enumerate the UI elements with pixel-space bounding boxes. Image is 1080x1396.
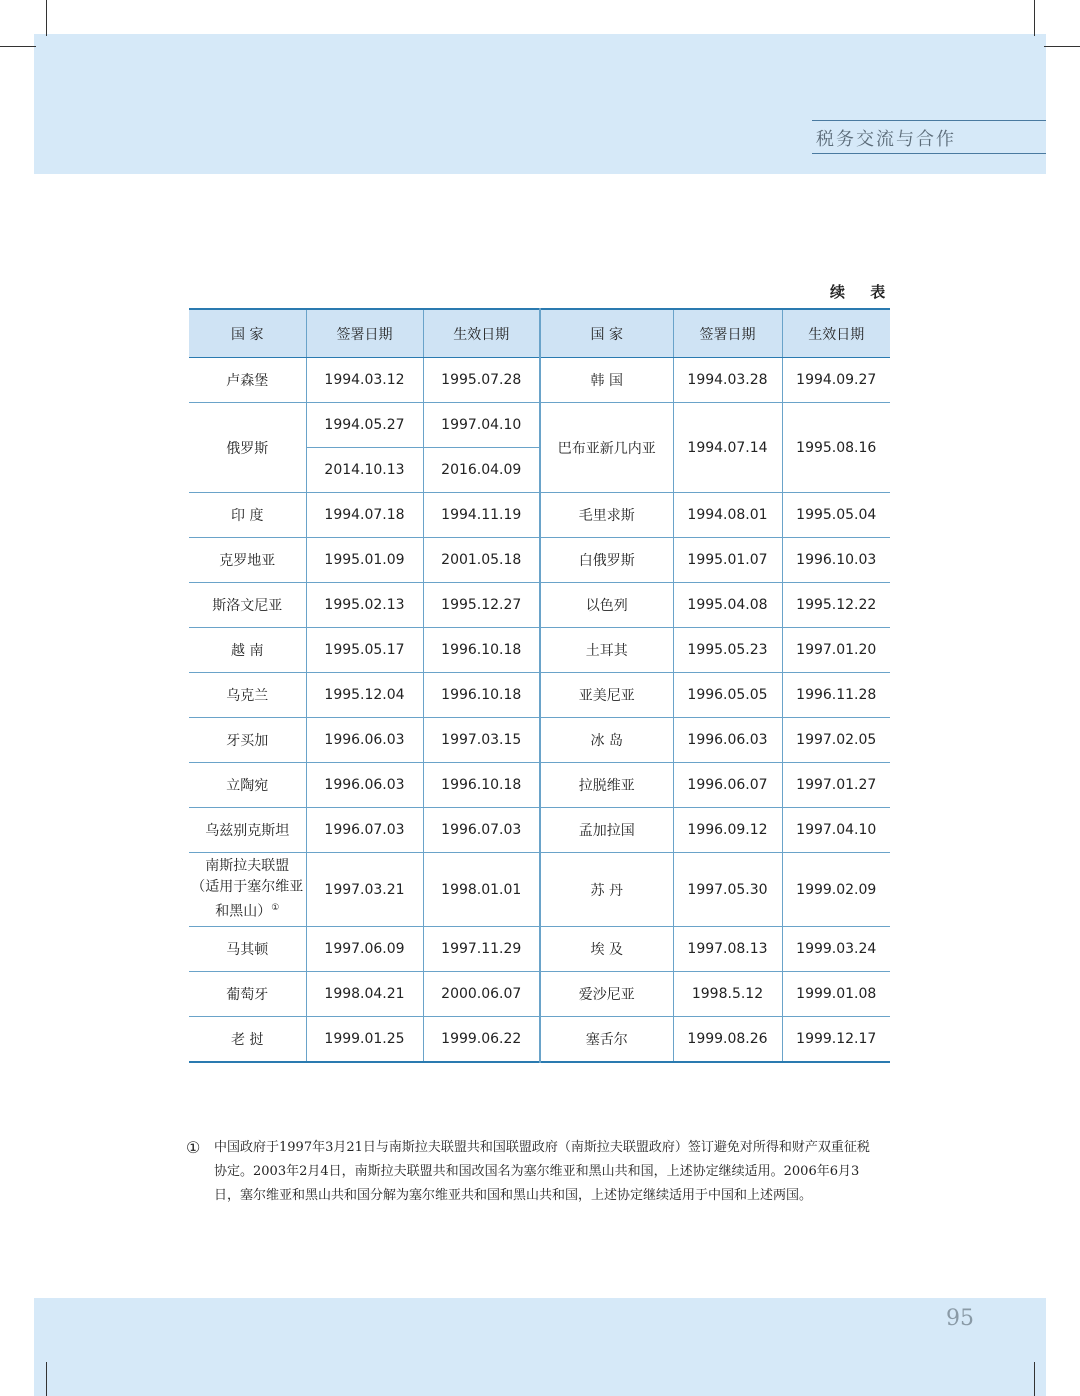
header-effective-date-right: 生效日期 bbox=[782, 309, 890, 358]
sign-date-cell: 1996.05.05 bbox=[673, 673, 782, 718]
sign-date-cell: 1997.08.13 bbox=[673, 927, 782, 972]
table-row bbox=[189, 853, 890, 927]
table-row bbox=[189, 673, 890, 718]
sign-date-cell: 1995.12.04 bbox=[306, 673, 423, 718]
effective-date-cell: 1997.02.05 bbox=[782, 718, 890, 763]
table-row bbox=[189, 358, 890, 403]
sign-date-cell: 1995.05.23 bbox=[673, 628, 782, 673]
effective-date-cell: 1996.10.03 bbox=[782, 538, 890, 583]
crop-mark bbox=[1034, 1362, 1035, 1396]
country-name-line: （适用于塞尔维亚 bbox=[191, 879, 304, 896]
country-cell: 马其顿 bbox=[189, 927, 306, 972]
table-row bbox=[189, 763, 890, 808]
table-row bbox=[189, 808, 890, 853]
country-cell: 葡萄牙 bbox=[189, 972, 306, 1017]
table-row bbox=[189, 972, 890, 1017]
sign-date-cell: 1999.08.26 bbox=[673, 1017, 782, 1063]
effective-date-cell: 1997.11.29 bbox=[423, 927, 540, 972]
sign-date-cell: 1997.05.30 bbox=[673, 853, 782, 927]
country-cell: 印 度 bbox=[189, 493, 306, 538]
table-row bbox=[189, 628, 890, 673]
sign-date-cell: 1995.02.13 bbox=[306, 583, 423, 628]
sign-date-cell: 1995.01.07 bbox=[673, 538, 782, 583]
table-header-row bbox=[189, 309, 890, 358]
effective-date-cell: 1995.12.22 bbox=[782, 583, 890, 628]
sign-date-cell: 1996.06.03 bbox=[306, 763, 423, 808]
country-cell: 以色列 bbox=[540, 583, 673, 628]
footer-band bbox=[34, 1298, 1046, 1396]
effective-date-cell: 1997.03.15 bbox=[423, 718, 540, 763]
sign-date-cell: 1995.01.09 bbox=[306, 538, 423, 583]
crop-mark bbox=[1044, 46, 1080, 47]
footnote bbox=[186, 1136, 880, 1208]
effective-date-cell: 1999.06.22 bbox=[423, 1017, 540, 1063]
crop-mark bbox=[0, 46, 36, 47]
crop-mark bbox=[1034, 0, 1035, 36]
sign-date-cell: 1996.07.03 bbox=[306, 808, 423, 853]
header-effective-date-left: 生效日期 bbox=[423, 309, 540, 358]
effective-date-cell: 1996.10.18 bbox=[423, 673, 540, 718]
sign-date-cell: 1994.07.14 bbox=[673, 403, 782, 493]
sign-date-cell: 1994.03.28 bbox=[673, 358, 782, 403]
country-cell: 土耳其 bbox=[540, 628, 673, 673]
crop-mark bbox=[46, 1362, 47, 1396]
country-cell: 毛里求斯 bbox=[540, 493, 673, 538]
footnote-mark: ① bbox=[186, 1138, 201, 1157]
table-row bbox=[189, 927, 890, 972]
effective-date-cell: 1997.04.10 bbox=[423, 403, 540, 448]
sign-date-cell: 1997.03.21 bbox=[306, 853, 423, 927]
sign-date-cell: 1996.06.03 bbox=[306, 718, 423, 763]
table-row bbox=[189, 718, 890, 763]
section-title bbox=[812, 120, 1046, 154]
effective-date-cell: 1997.01.27 bbox=[782, 763, 890, 808]
header-sign-date-right: 签署日期 bbox=[673, 309, 782, 358]
country-cell: 苏 丹 bbox=[540, 853, 673, 927]
country-name-line bbox=[189, 898, 306, 923]
effective-date-cell: 2016.04.09 bbox=[423, 448, 540, 493]
country-cell: 巴布亚新几内亚 bbox=[540, 403, 673, 493]
effective-date-cell: 1999.12.17 bbox=[782, 1017, 890, 1063]
country-cell: 斯洛文尼亚 bbox=[189, 583, 306, 628]
sign-date-cell: 1996.06.03 bbox=[673, 718, 782, 763]
country-cell: 孟加拉国 bbox=[540, 808, 673, 853]
footnote-text: 中国政府于1997年3月21日与南斯拉夫联盟共和国联盟政府（南斯拉夫联盟政府）签订避免对所得和财产双重征税协定。2003年2月4日，南斯拉夫联盟共和国改国名为塞尔维亚和黑山共和国，上述协定继续适用。2006年6月3日，塞尔维亚和黑山共和国分解为塞尔维亚共和国和黑山共和国，上述协定继续适用于中国和上述两国。 bbox=[214, 1140, 870, 1203]
section-title-text: 税务交流与合作 bbox=[816, 129, 956, 150]
country-cell: 牙买加 bbox=[189, 718, 306, 763]
country-cell bbox=[189, 853, 306, 927]
effective-date-cell: 1997.04.10 bbox=[782, 808, 890, 853]
country-cell: 韩 国 bbox=[540, 358, 673, 403]
effective-date-cell: 1996.10.18 bbox=[423, 628, 540, 673]
table-row bbox=[189, 583, 890, 628]
sign-date-cell: 1994.07.18 bbox=[306, 493, 423, 538]
country-cell: 拉脱维亚 bbox=[540, 763, 673, 808]
country-cell: 越 南 bbox=[189, 628, 306, 673]
effective-date-cell: 1996.11.28 bbox=[782, 673, 890, 718]
header-sign-date-left: 签署日期 bbox=[306, 309, 423, 358]
effective-date-cell: 1996.07.03 bbox=[423, 808, 540, 853]
country-cell: 克罗地亚 bbox=[189, 538, 306, 583]
sign-date-cell: 1995.05.17 bbox=[306, 628, 423, 673]
effective-date-cell: 1994.11.19 bbox=[423, 493, 540, 538]
header-country-left: 国 家 bbox=[189, 309, 306, 358]
country-cell: 白俄罗斯 bbox=[540, 538, 673, 583]
effective-date-cell: 1994.09.27 bbox=[782, 358, 890, 403]
sign-date-cell: 1997.06.09 bbox=[306, 927, 423, 972]
sign-date-cell: 1995.04.08 bbox=[673, 583, 782, 628]
country-cell: 亚美尼亚 bbox=[540, 673, 673, 718]
table-row bbox=[189, 403, 890, 448]
country-cell: 乌兹别克斯坦 bbox=[189, 808, 306, 853]
country-cell: 乌克兰 bbox=[189, 673, 306, 718]
country-cell: 立陶宛 bbox=[189, 763, 306, 808]
continued-label: 续 表 bbox=[830, 283, 896, 301]
sign-date-cell: 1999.01.25 bbox=[306, 1017, 423, 1063]
footnote-ref: ① bbox=[271, 903, 280, 914]
country-cell: 老 挝 bbox=[189, 1017, 306, 1063]
effective-date-cell: 1995.12.27 bbox=[423, 583, 540, 628]
effective-date-cell: 2001.05.18 bbox=[423, 538, 540, 583]
header-country-right: 国 家 bbox=[540, 309, 673, 358]
country-name-line-text: 和黑山） bbox=[215, 903, 272, 920]
sign-date-cell: 1998.04.21 bbox=[306, 972, 423, 1017]
effective-date-cell: 1999.03.24 bbox=[782, 927, 890, 972]
country-cell: 爱沙尼亚 bbox=[540, 972, 673, 1017]
country-name-line: 南斯拉夫联盟 bbox=[205, 858, 290, 875]
effective-date-cell: 1995.08.16 bbox=[782, 403, 890, 493]
sign-date-cell: 1994.08.01 bbox=[673, 493, 782, 538]
country-cell: 冰 岛 bbox=[540, 718, 673, 763]
page-number: 95 bbox=[946, 1306, 974, 1331]
sign-date-cell: 1994.05.27 bbox=[306, 403, 423, 448]
table-row bbox=[189, 1017, 890, 1063]
sign-date-cell: 1994.03.12 bbox=[306, 358, 423, 403]
effective-date-cell: 1998.01.01 bbox=[423, 853, 540, 927]
crop-mark bbox=[46, 0, 47, 36]
sign-date-cell: 1998.5.12 bbox=[673, 972, 782, 1017]
sign-date-cell: 1996.06.07 bbox=[673, 763, 782, 808]
country-cell: 卢森堡 bbox=[189, 358, 306, 403]
country-cell: 塞舌尔 bbox=[540, 1017, 673, 1063]
sign-date-cell: 2014.10.13 bbox=[306, 448, 423, 493]
country-cell: 埃 及 bbox=[540, 927, 673, 972]
table-row bbox=[189, 538, 890, 583]
effective-date-cell: 1995.07.28 bbox=[423, 358, 540, 403]
effective-date-cell: 2000.06.07 bbox=[423, 972, 540, 1017]
sign-date-cell: 1996.09.12 bbox=[673, 808, 782, 853]
country-cell: 俄罗斯 bbox=[189, 403, 306, 493]
effective-date-cell: 1999.01.08 bbox=[782, 972, 890, 1017]
effective-date-cell: 1995.05.04 bbox=[782, 493, 890, 538]
table-row bbox=[189, 493, 890, 538]
effective-date-cell: 1996.10.18 bbox=[423, 763, 540, 808]
effective-date-cell: 1997.01.20 bbox=[782, 628, 890, 673]
treaty-table bbox=[189, 308, 890, 1063]
effective-date-cell: 1999.02.09 bbox=[782, 853, 890, 927]
